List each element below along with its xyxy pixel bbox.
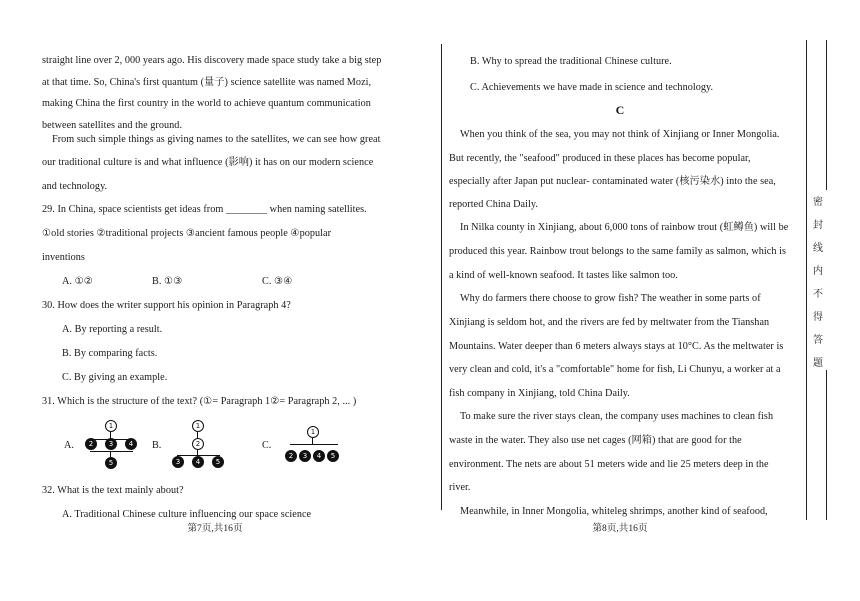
q30-option-b: B. By comparing facts. bbox=[62, 348, 158, 359]
q29-options-cont: inventions bbox=[42, 252, 85, 263]
node-4: 4 bbox=[192, 456, 204, 468]
text-line: fish company in Xinjiang, told China Daily. bbox=[449, 388, 630, 399]
q30-option-a: A. By reporting a result. bbox=[62, 324, 163, 335]
text-line: and technology. bbox=[42, 181, 108, 192]
text-line: When you think of the sea, you may not think of Xinjiang or Inner Mongolia. bbox=[460, 129, 780, 140]
node-2: 2 bbox=[85, 438, 97, 450]
q32-option-a: A. Traditional Chinese culture influencing our space science bbox=[62, 509, 312, 520]
seal-line-left bbox=[806, 40, 807, 520]
node-3: 3 bbox=[299, 450, 311, 462]
text-line: Xinjiang is seldom hot, and the rivers are fed by meltwater from the Tianshan bbox=[449, 317, 770, 328]
section-heading: C bbox=[615, 103, 625, 117]
text-line: Mountains. Water deeper than 6 meters always stays at 10°C. As the meltwater is bbox=[449, 341, 784, 352]
seal-char: 答 bbox=[813, 335, 823, 346]
q29-option-c: C. ③④ bbox=[262, 276, 293, 287]
text-line: waste in the water. They also use net cages (网箱) that are good for the bbox=[449, 435, 742, 446]
node-3: 3 bbox=[172, 456, 184, 468]
q32-option-b: B. Why to spread the traditional Chinese culture. bbox=[470, 56, 672, 67]
seal-char: 线 bbox=[813, 243, 823, 254]
q29-stem: 29. In China, space scientists get ideas from ________ when naming satellites. bbox=[42, 204, 367, 215]
text-line: river. bbox=[449, 482, 471, 493]
q31-option-a-label: A. bbox=[64, 440, 74, 451]
node-5: 5 bbox=[212, 456, 224, 468]
text-line: From such simple things as giving names to the satellites, we can see how great bbox=[52, 134, 381, 145]
node-5: 5 bbox=[327, 450, 339, 462]
q29-option-b: B. ①③ bbox=[152, 276, 183, 287]
q32-option-c: C. Achievements we have made in science and technology. bbox=[470, 82, 714, 93]
node-1: 1 bbox=[307, 426, 319, 438]
q32-stem: 32. What is the text mainly about? bbox=[42, 485, 184, 496]
text-line: To make sure the river stays clean, the company uses machines to clean fish bbox=[460, 411, 774, 422]
node-1: 1 bbox=[105, 420, 117, 432]
text-line: making China the first country in the world to achieve quantum communication bbox=[42, 98, 371, 109]
text-line: especially after Japan put nuclear- contaminated water (核污染水) into the sea, bbox=[449, 176, 776, 187]
q31-stem: 31. Which is the structure of the text? (①= Paragraph 1②= Paragraph 2, ... ) bbox=[42, 396, 357, 407]
seal-char: 得 bbox=[813, 312, 823, 323]
node-2: 2 bbox=[192, 438, 204, 450]
text-line: straight line over 2, 000 years ago. His discovery made space study take a big step bbox=[42, 55, 382, 66]
node-1: 1 bbox=[192, 420, 204, 432]
text-line: very clean and cold, it's a "comfortable" home for fish, Li Chunyu, a worker at a bbox=[449, 364, 781, 375]
text-line: our traditional culture is and what influence (影响) it has on our modern science bbox=[42, 157, 374, 168]
page-number: 第7页,共16页 bbox=[187, 524, 243, 534]
node-4: 4 bbox=[313, 450, 325, 462]
seal-char: 题 bbox=[813, 358, 823, 369]
text-line: In Nilka county in Xinjiang, about 6,000 tons of rainbow trout (虹鳟鱼) will be bbox=[460, 222, 789, 233]
text-line: environment. The nets are about 51 meters wide and lie 25 meters deep in the bbox=[449, 459, 769, 470]
page-number: 第8页,共16页 bbox=[592, 524, 648, 534]
seal-char: 内 bbox=[813, 266, 823, 277]
seal-line-right-bottom bbox=[826, 370, 827, 520]
node-5: 5 bbox=[105, 457, 117, 469]
q30-stem: 30. How does the writer support his opinion in Paragraph 4? bbox=[42, 300, 291, 311]
q30-option-c: C. By giving an example. bbox=[62, 372, 168, 383]
node-4: 4 bbox=[125, 438, 137, 450]
text-line: Why do farmers there choose to grow fish? The weather in some parts of bbox=[460, 293, 761, 304]
text-line: Meanwhile, in Inner Mongolia, whiteleg shrimps, another kind of seafood, bbox=[460, 506, 768, 517]
q29-option-a: A. ①② bbox=[62, 276, 93, 287]
q31-option-c-label: C. bbox=[262, 440, 272, 451]
q29-options: ①old stories ②traditional projects ③ancient famous people ④popular bbox=[42, 228, 332, 239]
text-line: produced this year. Rainbow trout belongs to the same family as salmon, which is bbox=[449, 246, 787, 257]
seal-char: 密 bbox=[813, 197, 823, 208]
text-line: at that time. So, China's first quantum (量子) science satellite was named Mozi, bbox=[42, 77, 372, 88]
text-line: a kind of well-known seafood. It tastes like salmon too. bbox=[449, 270, 678, 281]
node-3: 3 bbox=[105, 438, 117, 450]
seal-char: 封 bbox=[813, 220, 823, 231]
text-line: between satellites and the ground. bbox=[42, 120, 183, 131]
node-2: 2 bbox=[285, 450, 297, 462]
seal-char: 不 bbox=[813, 289, 823, 300]
q31-option-b-label: B. bbox=[152, 440, 162, 451]
seal-line-right-top bbox=[826, 40, 827, 190]
text-line: reported China Daily. bbox=[449, 199, 538, 210]
text-line: But recently, the "seafood" produced in these places has become popular, bbox=[449, 153, 751, 164]
